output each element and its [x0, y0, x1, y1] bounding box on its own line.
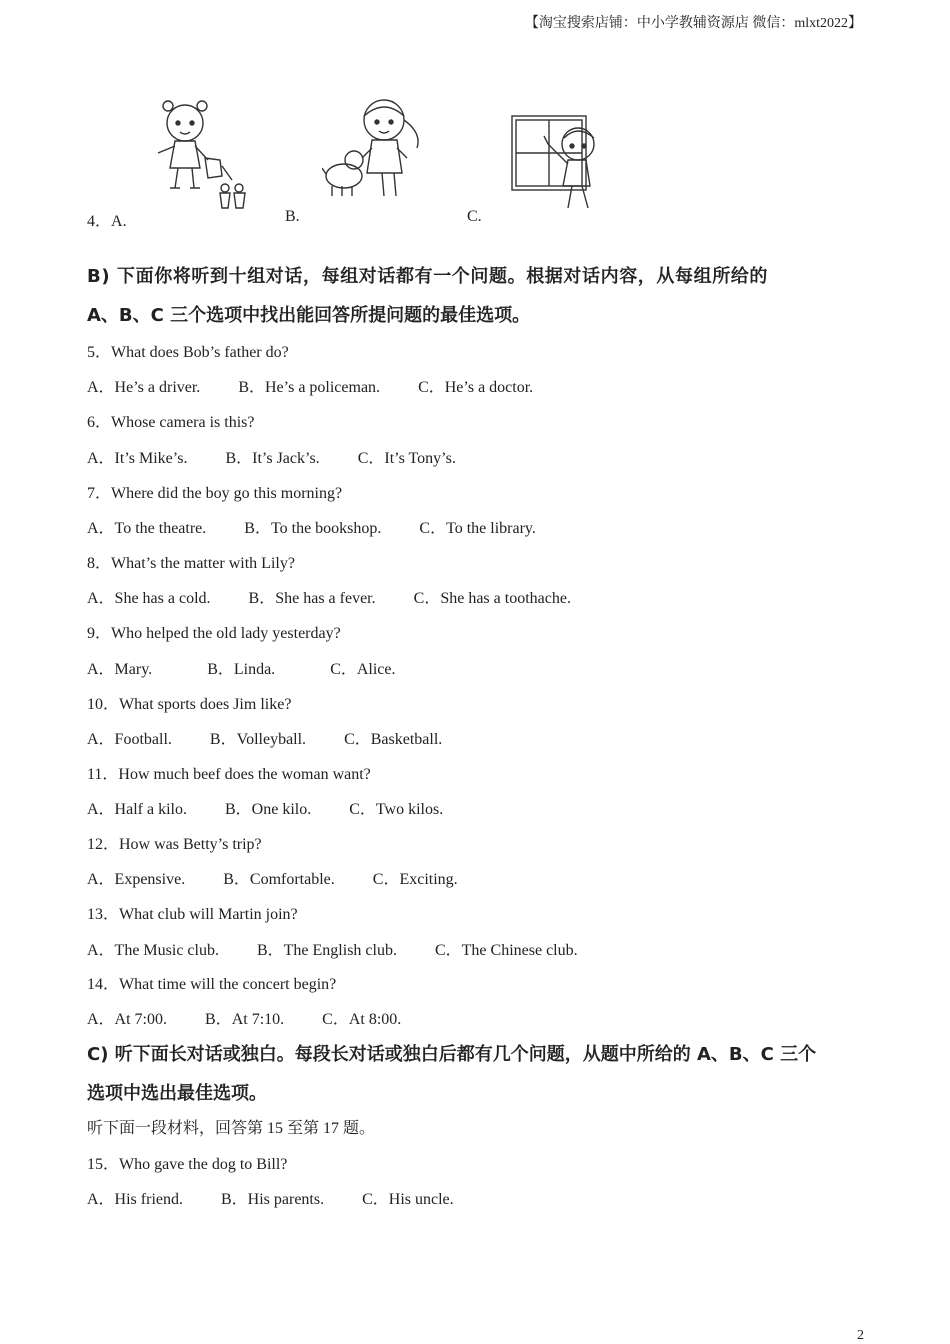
- question-options: [87, 866, 458, 889]
- section-c-heading: [87, 1040, 865, 1105]
- question-15-text: 15．Who gave the dog to Bill?: [87, 1156, 288, 1173]
- question-options: [87, 445, 456, 468]
- option-a: A．Mary.: [87, 661, 153, 678]
- option-b: B．Volleyball.: [209, 731, 307, 748]
- question-text: 11．How much beef does the woman want?: [87, 766, 371, 783]
- option-b: B．The English club.: [256, 942, 397, 959]
- section-c-heading-line2: 选项中选出最佳选项。: [87, 1083, 267, 1104]
- option-c: C．Alice.: [330, 661, 396, 678]
- option-c: C．At 8:00.: [322, 1011, 402, 1028]
- option-c: C．Basketball.: [344, 731, 443, 748]
- section-c-instruction: 听下面一段材料，回答第 15 至第 17 题。: [87, 1120, 376, 1137]
- option-c: C．It’s Tony’s.: [357, 450, 456, 467]
- question-text: 7．Where did the boy go this morning?: [87, 485, 343, 502]
- section-c-heading-line1: C) 听下面长对话或独白。每段长对话或独白后都有几个问题，从题中所给的 A、B、C 三个: [87, 1044, 817, 1065]
- option-c: C．Exciting.: [372, 871, 458, 888]
- section-b-heading: [87, 262, 865, 327]
- question-options: [87, 515, 536, 538]
- section-b-heading-line1: B) 下面你将听到十组对话，每组对话都有一个问题。根据对话内容，从每组所给的: [87, 266, 769, 287]
- question-4-option-c: C.: [467, 208, 482, 225]
- option-c: C．The Chinese club.: [434, 942, 578, 959]
- option-a: A．Half a kilo.: [87, 801, 187, 818]
- option-b: B．One kilo.: [224, 801, 312, 818]
- question-text: 8．What’s the matter with Lily?: [87, 555, 295, 572]
- option-c: C．She has a toothache.: [413, 590, 571, 607]
- option-b: B．To the bookshop.: [244, 520, 382, 537]
- question-options: [87, 726, 442, 749]
- option-a: A．The Music club.: [87, 942, 219, 959]
- question-text: 5．What does Bob’s father do?: [87, 344, 289, 361]
- question-4-number: 4．: [87, 213, 112, 230]
- question-text: 12．How was Betty’s trip?: [87, 836, 262, 853]
- question-options: [87, 796, 443, 819]
- section-b-heading-line2: A、B、C 三个选项中找出能回答所提问题的最佳选项。: [87, 305, 531, 326]
- option-a: A．He’s a driver.: [87, 379, 201, 396]
- question-text: 13．What club will Martin join?: [87, 906, 298, 923]
- question-text: 10．What sports does Jim like?: [87, 696, 292, 713]
- option-b: B．It’s Jack’s.: [225, 450, 320, 467]
- question-15-options: [87, 1186, 454, 1209]
- page-number: 2: [857, 1328, 864, 1343]
- option-a: A．Football.: [87, 731, 172, 748]
- picture-c-girl-cleaning-window: [508, 114, 604, 210]
- question-options: [87, 1006, 401, 1029]
- question-text: 14．What time will the concert begin?: [87, 976, 337, 993]
- option-a: A．She has a cold.: [87, 590, 211, 607]
- question-4-option-a: A.: [111, 213, 127, 230]
- question-options: [87, 585, 571, 608]
- picture-a-girl-watering-flowers: [150, 98, 250, 210]
- option-a: A．At 7:00.: [87, 1011, 168, 1028]
- option-b: B．Linda.: [207, 661, 276, 678]
- option-b: B．His parents.: [221, 1191, 325, 1208]
- option-b: B．At 7:10.: [205, 1011, 285, 1028]
- option-c: C．His uncle.: [362, 1191, 454, 1208]
- question-options: [87, 937, 578, 960]
- option-c: C．To the library.: [419, 520, 536, 537]
- option-c: C．He’s a doctor.: [418, 379, 534, 396]
- option-a: A．Expensive.: [87, 871, 186, 888]
- option-c: C．Two kilos.: [349, 801, 444, 818]
- question-4-option-b: B.: [285, 208, 300, 225]
- page-header: 【淘宝搜索店铺：中小学教辅资源店 微信：mlxt2022】: [524, 16, 862, 31]
- question-4: [87, 208, 127, 231]
- option-b: B．He’s a policeman.: [238, 379, 381, 396]
- option-a: A．To the theatre.: [87, 520, 207, 537]
- question-options: [87, 656, 396, 679]
- option-b: B．She has a fever.: [248, 590, 376, 607]
- question-text: 9．Who helped the old lady yesterday?: [87, 625, 341, 642]
- picture-b-girl-feeding-dog: [322, 98, 432, 200]
- question-text: 6．Whose camera is this?: [87, 414, 255, 431]
- question-options: [87, 374, 533, 397]
- option-a: A．His friend.: [87, 1191, 183, 1208]
- option-b: B．Comfortable.: [223, 871, 335, 888]
- option-a: A．It’s Mike’s.: [87, 450, 188, 467]
